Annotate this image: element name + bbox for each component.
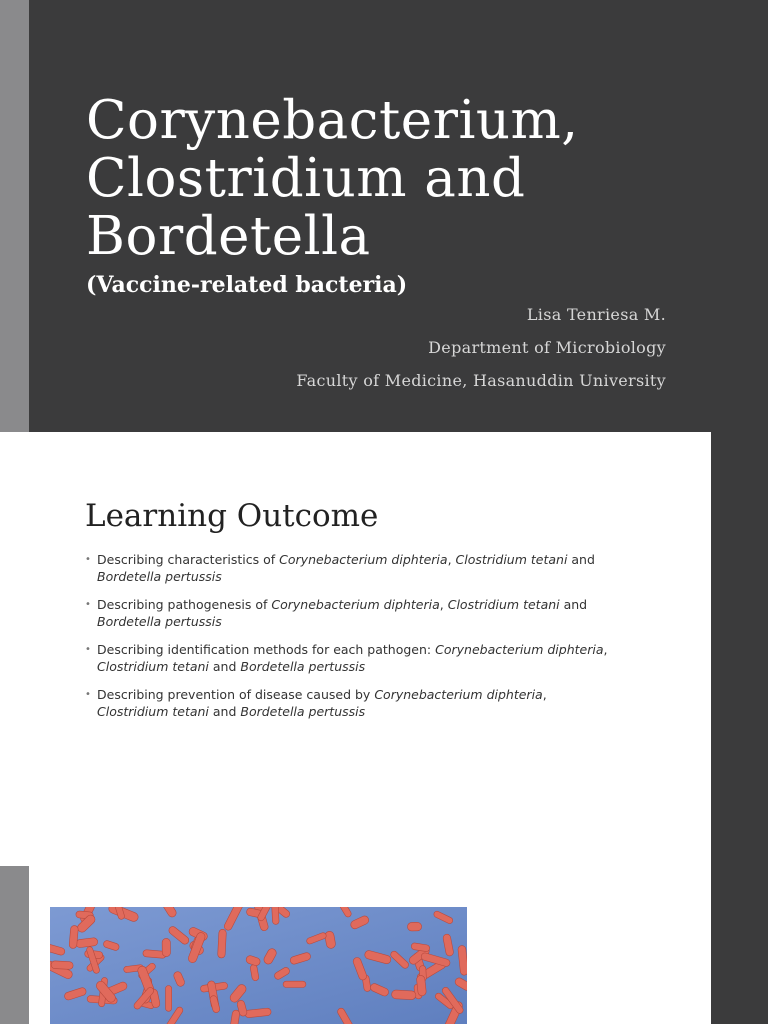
organism-name: Clostridium tetani <box>97 703 209 719</box>
organism-name: Bordetella pertussis <box>97 568 222 584</box>
bullet-icon: • <box>85 644 91 655</box>
organism-name: Bordetella pertussis <box>240 658 366 674</box>
accent-bar <box>711 866 768 1024</box>
separator: and <box>559 597 588 612</box>
separator: and <box>208 703 241 719</box>
accent-bar <box>0 866 29 1024</box>
slide-heading: Learning Outcome <box>85 498 379 534</box>
separator: and <box>208 658 241 674</box>
separator: , <box>447 552 456 567</box>
separator: , <box>439 597 448 612</box>
accent-bar <box>711 432 768 866</box>
bacterium-rod <box>283 981 306 987</box>
learning-outcome-slide <box>0 432 768 866</box>
bullet-icon: • <box>85 599 91 610</box>
bacterium-rod <box>272 907 280 925</box>
organism-name: Clostridium tetani <box>447 597 560 612</box>
list-item <box>85 597 620 630</box>
bacteria-micrograph <box>50 907 467 1024</box>
organism-name: Clostridium tetani <box>455 552 568 567</box>
organism-name: Bordetella pertussis <box>240 703 366 719</box>
author-faculty: Faculty of Medicine, Hasanuddin University <box>296 371 666 390</box>
outcome-list <box>85 552 620 732</box>
item-text: Describing pathogenesis of <box>97 597 272 612</box>
separator: , <box>542 687 547 702</box>
bullet-icon: • <box>85 554 91 565</box>
list-item <box>85 552 620 585</box>
list-item <box>85 642 620 675</box>
slide-title: Corynebacterium, Clostridium and Bordetella <box>86 90 579 267</box>
organism-name: Corynebacterium diphteria <box>374 687 543 702</box>
image-slide <box>0 866 768 1024</box>
organism-name: Corynebacterium diphteria <box>279 552 448 567</box>
list-item <box>85 687 620 720</box>
organism-name: Corynebacterium diphteria <box>271 597 440 612</box>
bacterium-rod <box>166 986 172 1012</box>
author-name: Lisa Tenriesa M. <box>526 305 666 324</box>
item-text: Describing identification methods for each pathogen: <box>97 642 436 657</box>
bacterium-rod <box>162 938 171 956</box>
organism-name: Clostridium tetani <box>97 658 209 674</box>
separator: and <box>567 552 595 567</box>
separator: , <box>603 642 608 657</box>
bullet-icon: • <box>85 689 91 700</box>
item-text: Describing characteristics of <box>97 552 280 567</box>
bacterium-rod <box>51 961 73 970</box>
item-text: Describing prevention of disease caused by <box>97 687 375 702</box>
title-slide <box>0 0 768 432</box>
organism-name: Bordetella pertussis <box>97 613 222 629</box>
author-department: Department of Microbiology <box>428 338 666 357</box>
bacterium-rod <box>218 929 227 958</box>
bacterium-rod <box>69 925 79 948</box>
bacterium-rod <box>407 922 421 931</box>
bacterium-rod <box>391 990 416 1000</box>
slide-subtitle: (Vaccine-related bacteria) <box>86 272 408 298</box>
organism-name: Corynebacterium diphteria <box>435 642 604 657</box>
accent-bar <box>0 0 29 432</box>
